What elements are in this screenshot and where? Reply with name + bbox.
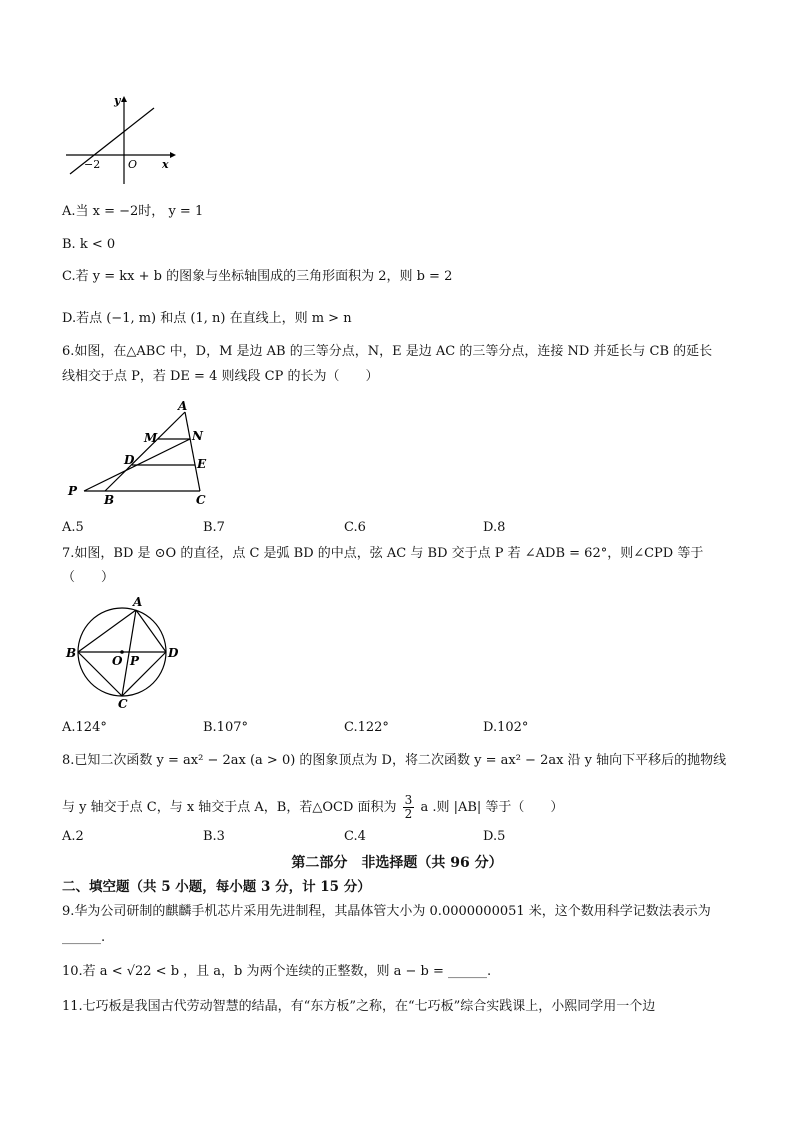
y-axis-arrow	[121, 96, 127, 102]
q6-stem-line2: 线相交于点 P，若 DE = 4 则线段 CP 的长为（ ）	[62, 369, 379, 384]
q6-option-a: A.5	[62, 520, 84, 535]
q8-fraction	[403, 794, 415, 821]
tick-label: −2	[84, 158, 101, 171]
point-m: M	[144, 431, 158, 445]
y-axis-label: y	[114, 94, 121, 107]
vertex-b: B	[104, 493, 115, 507]
q7-option-d: D.102°	[483, 720, 529, 735]
point-e: E	[197, 457, 207, 471]
q8-line2-start: 与 y 轴交于点 C，与 x 轴交于点 A，B，若△OCD 面积为	[62, 800, 397, 815]
section-two-heading: 二、填空题（共 5 小题，每小题 3 分，计 15 分）	[62, 879, 371, 895]
q5-option-d: D.若点 (−1, m) 和点 (1, n) 在直线上，则 m > n	[62, 311, 352, 326]
q5-option-a: A.当 x = −2时， y = 1	[62, 204, 204, 219]
q8-fraction-numerator: 3	[404, 793, 413, 807]
q9-stem-line1: 9.华为公司研制的麒麟手机芯片采用先进制程，其晶体管大小为 0.0000000051 米，这个数用科学记数法表示为	[62, 904, 711, 919]
q8-options	[62, 829, 562, 847]
q7-stem-line1: 7.如图，BD 是 ⊙O 的直径，点 C 是弧 BD 的中点，弦 AC 与 BD 交于点 P 若 ∠ADB = 62°，则∠CPD 等于	[62, 546, 704, 561]
q9-answer-blank: ______.	[62, 930, 106, 945]
q5-line-graph	[62, 92, 182, 188]
q6-option-b: B.7	[203, 520, 225, 535]
q6-stem-line1: 6.如图，在△ABC 中，D，M 是边 AB 的三等分点，N，E 是边 AC 的三等分点，连接 ND 并延长与 CB 的延长	[62, 344, 713, 359]
q7-circle-figure	[62, 594, 182, 710]
q7-options	[62, 720, 562, 738]
point-c: C	[118, 697, 128, 710]
q7-option-c: C.122°	[344, 720, 389, 735]
q6-option-d: D.8	[483, 520, 506, 535]
q7-option-a: A.124°	[62, 720, 107, 735]
q8-stem-line2	[62, 794, 563, 821]
q7-option-b: B.107°	[203, 720, 248, 735]
q10-stem: 10.若 a < √22 < b ，且 a，b 为两个连续的正整数，则 a − b = ______.	[62, 964, 492, 979]
q6-option-c: C.6	[344, 520, 366, 535]
x-axis-arrow	[170, 152, 176, 158]
point-p: P	[130, 654, 140, 668]
point-d: D	[124, 453, 135, 467]
q11-stem: 11.七巧板是我国古代劳动智慧的结晶，有“东方板”之称，在“七巧板”综合实践课上，小熙同学用一个边	[62, 999, 656, 1014]
q5-option-c: C.若 y = kx + b 的图象与坐标轴围成的三角形面积为 2，则 b = 2	[62, 269, 453, 284]
vertex-a: A	[178, 399, 188, 413]
q8-option-a: A.2	[62, 829, 84, 844]
point-d: D	[168, 646, 179, 660]
point-p: P	[68, 484, 78, 498]
origin-label: O	[128, 158, 138, 171]
part-two-heading: 第二部分 非选择题（共 96 分）	[291, 855, 503, 871]
q8-option-b: B.3	[203, 829, 225, 844]
q8-line2-end: a .则 |AB| 等于（ ）	[420, 800, 564, 815]
q6-triangle-figure	[62, 398, 222, 508]
point-n: N	[192, 429, 203, 443]
point-a: A	[133, 595, 143, 609]
q8-option-c: C.4	[344, 829, 366, 844]
q7-stem-line2: （ ）	[62, 570, 115, 585]
q8-fraction-denominator: 2	[404, 807, 413, 821]
x-axis-label: x	[162, 158, 169, 171]
center-o: O	[112, 654, 123, 668]
q8-stem-line1: 8.已知二次函数 y = ax² − 2ax (a > 0) 的图象顶点为 D，将二次函数 y = ax² − 2ax 沿 y 轴向下平移后的抛物线	[62, 753, 727, 768]
q8-option-d: D.5	[483, 829, 506, 844]
q6-options	[62, 520, 562, 538]
graph-line	[70, 108, 154, 174]
point-b: B	[66, 646, 77, 660]
vertex-c: C	[196, 493, 206, 507]
q5-option-b: B. k < 0	[62, 237, 116, 252]
